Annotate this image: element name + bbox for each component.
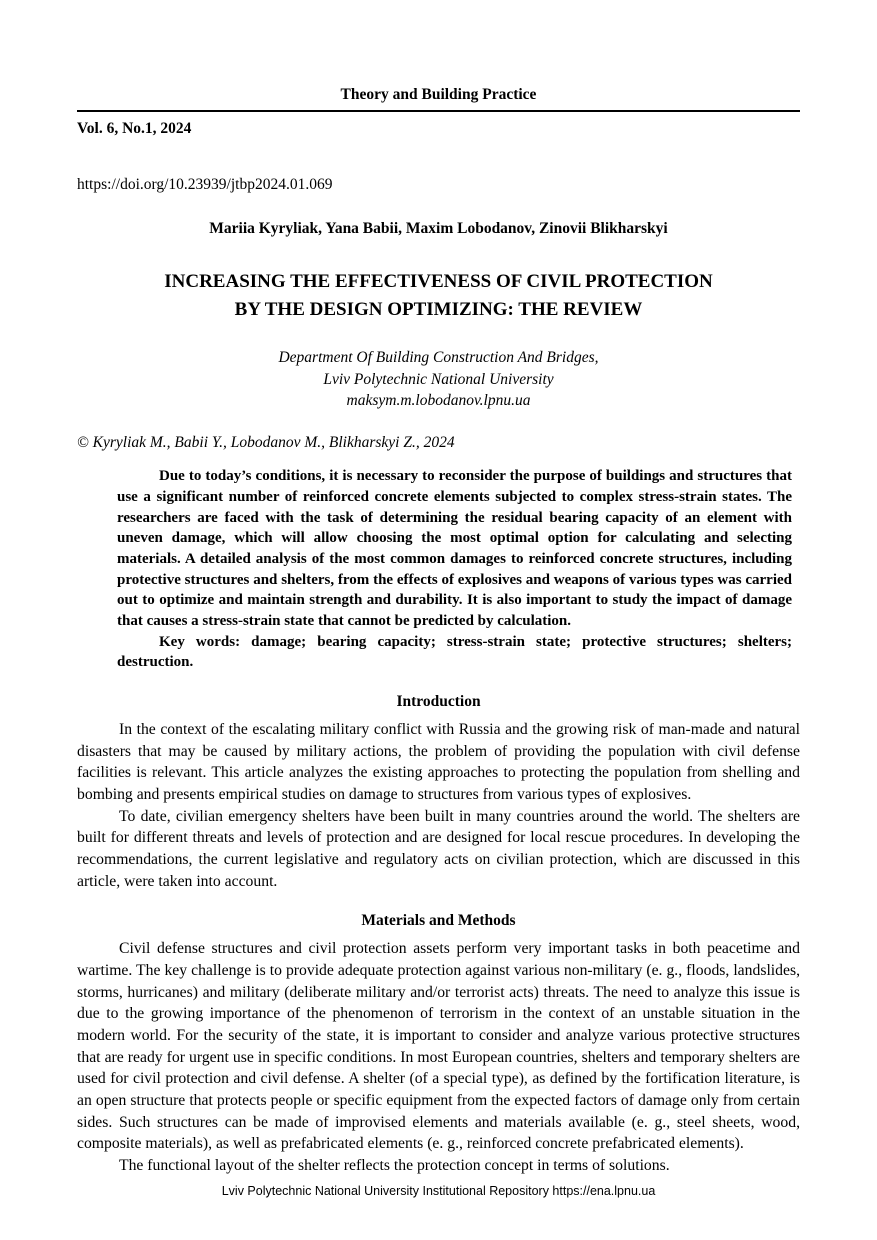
section-heading-materials-methods: Materials and Methods bbox=[361, 912, 516, 930]
doi-link[interactable]: https://doi.org/10.23939/jtbp2024.01.069 bbox=[77, 176, 333, 193]
header-divider bbox=[77, 110, 800, 112]
abstract-text: Due to today’s conditions, it is necessary to reconsider the purpose of buildings and structures that use a significant number of reinforced concrete elements subjected to complex stress-strain states. The researchers are faced with the task of determining the residual bearing capacity of an element with uneven damage, which will allow choosing the most optimal option for calculating and selecting materials. A detailed analysis of the most common damages to reinforced concrete structures, including protective structures and shelters, from the effects of explosives and weapons of various types was carried out to optimize and maintain strength and durability. It is also important to study the impact of damage that causes a stress-strain state that cannot be predicted by calculation. bbox=[117, 468, 792, 629]
affiliation-university: Lviv Polytechnic National University bbox=[323, 370, 554, 388]
introduction-paragraph: To date, civilian emergency shelters have been built in many countries around the world. The shelters are built for different threats and levels of protection and are designed for local rescue procedures. In developing the recommendations, the current legislative and regulatory acts on civilian protection, which are discussed in this article, were taken into account. bbox=[77, 807, 800, 890]
article-title bbox=[77, 268, 800, 323]
article-title-line1: INCREASING THE EFFECTIVENESS OF CIVIL PROTECTION bbox=[164, 271, 713, 292]
materials-methods-paragraph: The functional layout of the shelter reflects the protection concept in terms of solutions. bbox=[119, 1156, 670, 1174]
section-heading-introduction: Introduction bbox=[396, 693, 481, 711]
volume-issue: Vol. 6, No.1, 2024 bbox=[77, 120, 192, 137]
materials-methods-paragraph: Civil defense structures and civil protection assets perform very important tasks in both peacetime and wartime. The key challenge is to provide adequate protection against various non-military (e. g., floods, landslides, storms, hurricanes) and military (deliberate military and/or terrorist acts) threats. The need to analyze this issue is due to the growing importance of the phenomenon of terrorism in the context of an unstable situation in the modern world. For the security of the state, it is important to consider and analyze various protective structures that are ready for urgent use in specific conditions. In most European countries, shelters and temporary shelters are used for civil protection and civil defense. A shelter (of a special type), as defined by the fortification literature, is an open structure that protects people or specific equipment from the expected factors of damage only from certain sides. Such structures can be made of improvised elements and materials available (e. g., steel sheets, wood, composite materials), as well as prefabricated elements (e. g., reinforced concrete prefabricated elements). bbox=[77, 940, 800, 1153]
authors: Mariia Kyryliak, Yana Babii, Maxim Lobodanov, Zinovii Blikharskyi bbox=[209, 220, 668, 237]
article-title-line2: BY THE DESIGN OPTIMIZING: THE REVIEW bbox=[234, 298, 643, 320]
keywords-text: Key words: damage; bearing capacity; stress-strain state; protective structures; shelters; destruction. bbox=[117, 633, 792, 671]
journal-title: Theory and Building Practice bbox=[340, 86, 537, 103]
repository-footer: Lviv Polytechnic National University Institutional Repository https://ena.lpnu.ua bbox=[221, 1184, 656, 1198]
affiliation-block bbox=[77, 347, 800, 412]
copyright-notice: © Kyryliak M., Babii Y., Lobodanov M., Blikharskyi Z., 2024 bbox=[77, 434, 455, 452]
affiliation-department: Department Of Building Construction And Bridges, bbox=[278, 349, 599, 367]
affiliation-email: maksym.m.lobodanov.lpnu.ua bbox=[346, 392, 531, 410]
introduction-paragraph: In the context of the escalating military conflict with Russia and the growing risk of man-made and natural disasters that may be caused by military actions, the problem of providing the population with civil defense facilities is relevant. This article analyzes the existing approaches to protecting the population from shelling and bombing and presents empirical studies on damage to structures from various types of explosives. bbox=[77, 721, 800, 803]
